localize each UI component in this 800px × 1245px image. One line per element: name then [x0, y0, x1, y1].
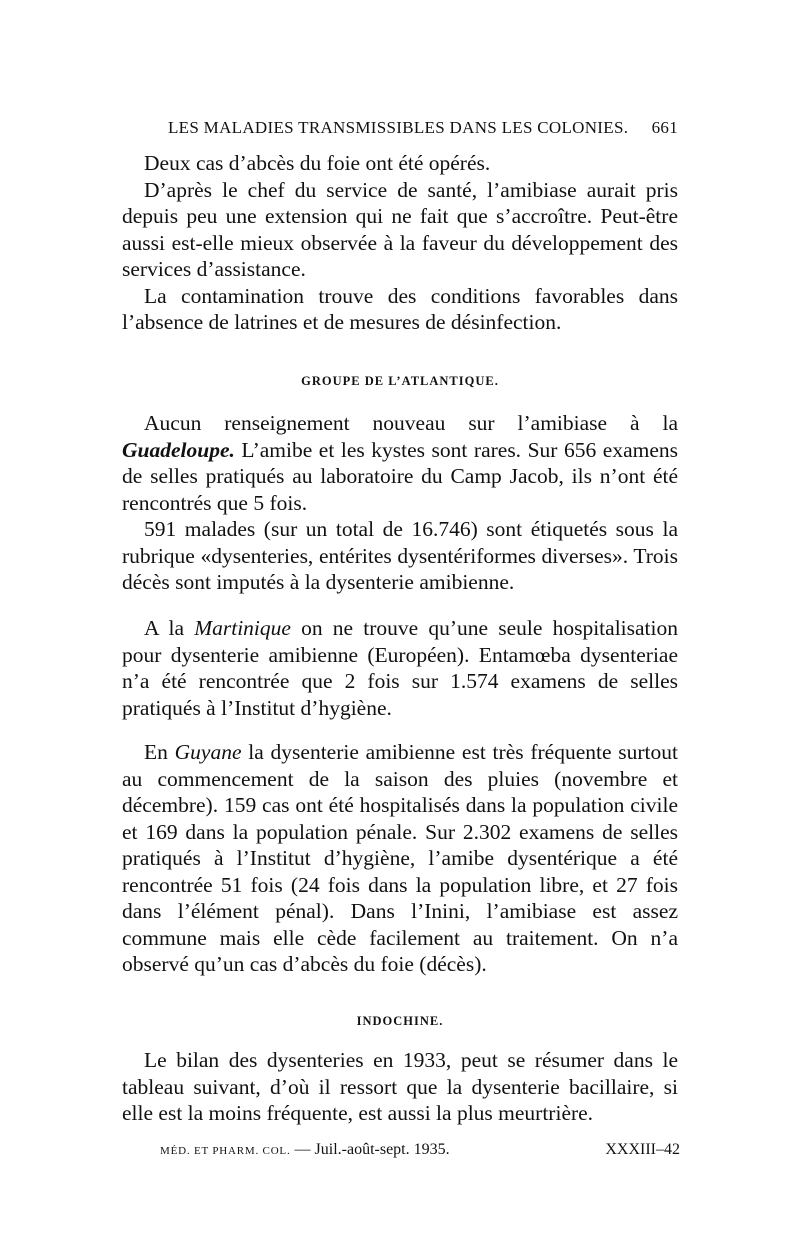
running-title: LES MALADIES TRANSMISSIBLES DANS LES COLONIES. [168, 118, 629, 137]
place-name-guyane: Guyane [174, 740, 242, 764]
text-run: on ne trouve qu’une seule hospitalisation pour dysenterie amibienne (Européen). Entamœba dysenteriae n’a été rencontrée que 2 fois sur 1.574 examens de selles pratiqués à l’Institut d’hygiène. [122, 616, 678, 720]
martinique-text-block [122, 615, 678, 721]
paragraph-guyane [122, 739, 678, 978]
paragraph: D’après le chef du service de santé, l’amibiase aurait pris depuis peu une extension qui ne fait que s’accroître. Peut-être aussi est-elle mieux observée à la faveur du développement des services d’assistance. [122, 177, 678, 281]
atlantique-text-block [122, 410, 678, 596]
place-name-martinique: Martinique [194, 616, 291, 640]
text-run: A la [144, 616, 195, 640]
intro-text-block [122, 150, 678, 336]
page-number: 661 [651, 118, 678, 137]
page-footer [160, 1141, 680, 1159]
footer-journal [160, 1141, 450, 1159]
section-heading-indochine: INDOCHINE. [356, 1014, 444, 1028]
issue-date: — Juil.-août-sept. 1935. [294, 1141, 450, 1158]
paragraph-guadeloupe [122, 410, 678, 516]
paragraph: Deux cas d’abcès du foie ont été opérés. [144, 151, 491, 175]
journal-abbrev: MÉD. ET PHARM. COL. [160, 1145, 291, 1157]
text-run: En [144, 740, 175, 764]
place-name-guadeloupe: Guadeloupe. [122, 437, 235, 462]
paragraph: Le bilan des dysenteries en 1933, peut se résumer dans le tableau suivant, d’où il ressort que la dysenterie bacillaire, si elle est la moins fréquente, est aussi la plus meurtrière. [122, 1048, 678, 1125]
paragraph: 591 malades (sur un total de 16.746) sont étiquetés sous la rubrique «dysenteries, entérites dysentériformes diverses». Trois décès sont imputés à la dysenterie amibienne. [122, 517, 678, 594]
text-run: la dysenterie amibienne est très fréquente surtout au commencement de la saison des pluies (novembre et décembre). 159 cas ont été hospitalisés dans la population civile et 169 dans la population pénale. Sur 2.302 examens de selles pratiqués à l’Institut d’hygiène, l’amibe dysentérique a été rencontrée 51 fois (24 fois dans la population libre, et 27 fois dans l’élément pénal). Dans l’Inini, l’amibiase est assez commune mais elle cède facilement au traitement. On n’a observé qu’un cas d’abcès du foie (décès). [122, 740, 678, 976]
section-heading-atlantique: GROUPE DE L’ATLANTIQUE. [301, 374, 499, 388]
paragraph-martinique [122, 615, 678, 721]
text-run: L’amibe et les kystes sont rares. Sur 656 examens de selles pratiqués au laboratoire du Camp Jacob, ils n’ont été rencontrés que 5 fois. [122, 437, 678, 515]
paragraph: La contamination trouve des conditions favorables dans l’absence de latrines et de mesures de désinfection. [122, 283, 678, 334]
text-run: Aucun renseignement nouveau sur l’amibiase à la [144, 411, 678, 435]
indochine-text-block [122, 1047, 678, 1127]
running-header [168, 118, 678, 138]
guyane-text-block [122, 739, 678, 978]
footer-signature: XXXIII–42 [605, 1141, 680, 1158]
